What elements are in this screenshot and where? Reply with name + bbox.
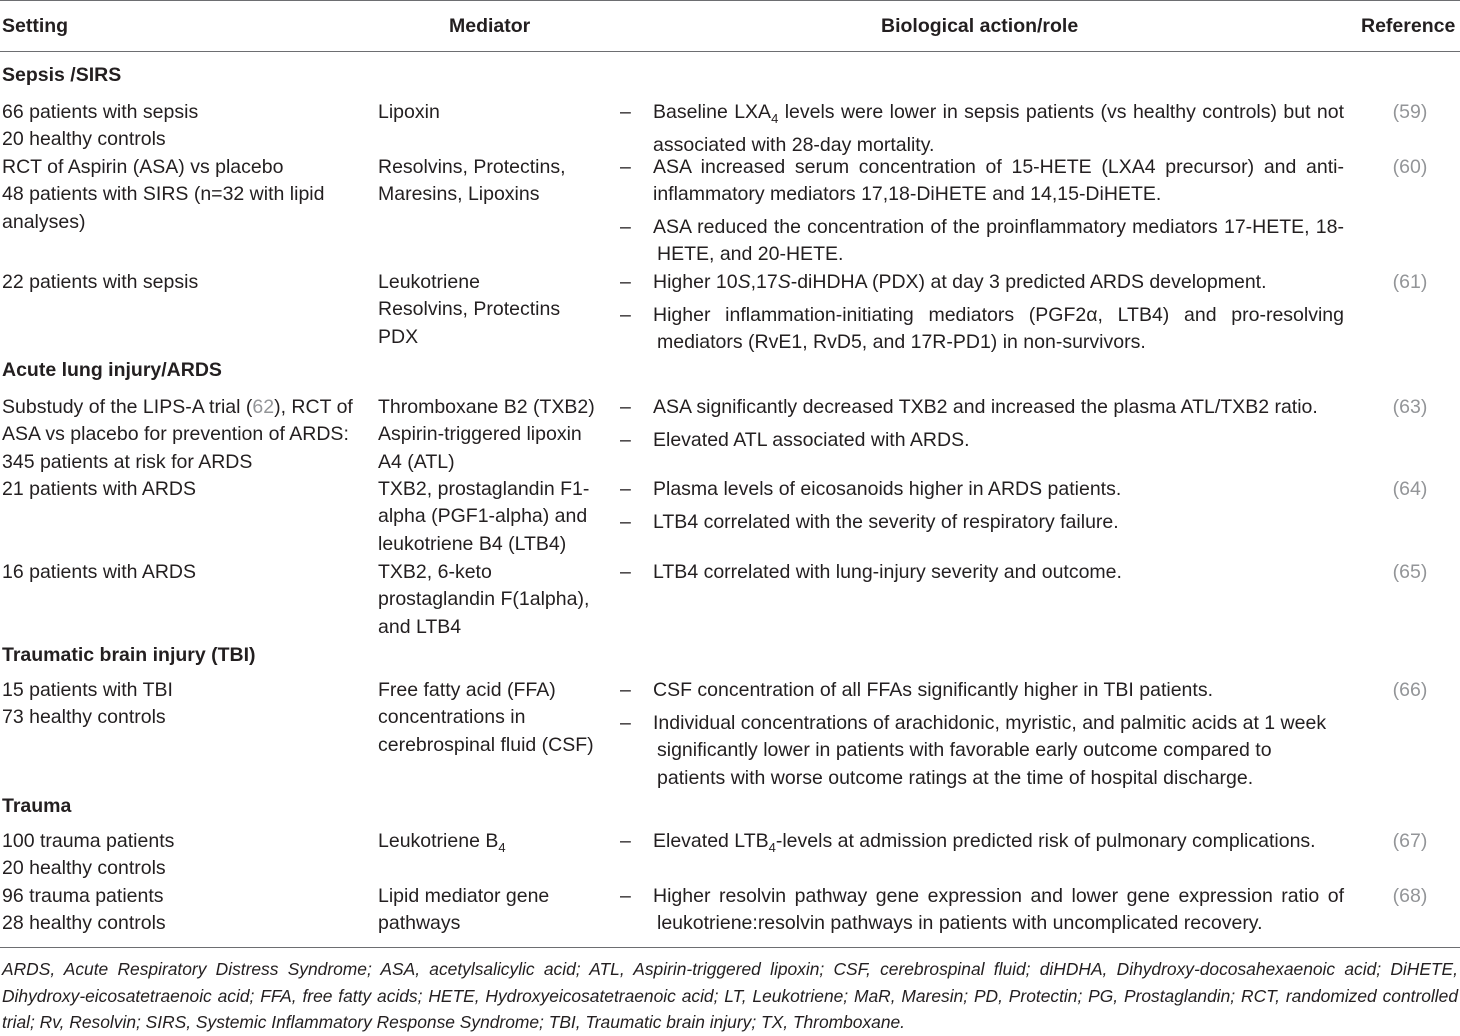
r7-setting: 15 patients with TBI 73 healthy controls — [2, 679, 173, 729]
r6-action-1: LTB4 correlated with lung-injury severity and outcome. — [653, 561, 1122, 583]
r5-a1-dash: – — [620, 478, 631, 500]
r2-setting: RCT of Aspirin (ASA) vs placebo 48 patients with SIRS (n=32 with lipid analyses) — [2, 156, 325, 233]
r4-mediator: Thromboxane B2 (TXB2) Aspirin-triggered lipoxin A4 (ATL) — [378, 396, 595, 473]
section-trauma: Trauma — [2, 795, 72, 817]
r4-a1-dash: – — [620, 396, 631, 418]
r6-a1-dash: – — [620, 561, 631, 583]
r3-a1-dash: – — [620, 271, 631, 293]
r8-mediator: Leukotriene $B_4$ — [378, 830, 506, 855]
r7-action-2: Individual concentrations of arachidonic, myristic, and palmitic acids at 1 week significantly lower in patients with favorable early outcome compared to patients with worse outcome ratings at the time of hospital discharge. — [653, 712, 1327, 789]
r1-setting: 66 patients with sepsis 20 healthy controls — [2, 101, 199, 151]
section-sepsis: Sepsis /SIRS — [2, 64, 122, 86]
header-mediator: Mediator — [449, 15, 531, 37]
r8-a1-dash: – — [620, 830, 631, 852]
r4-action-1: ASA significantly decreased TXB2 and increased the plasma ATL/TXB2 ratio. — [653, 396, 1318, 418]
r3-a2-dash: – — [620, 304, 631, 326]
r6-mediator: TXB2, 6-keto prostaglandin F(1alpha), and LTB4 — [378, 561, 590, 638]
r3-mediator: Leukotriene Resolvins, Protectins PDX — [378, 271, 561, 348]
r9-action-1: Higher resolvin pathway gene expression and lower gene expression ratio of leukotriene:resolvin pathways in patients with uncomplicated recovery. — [653, 885, 1344, 935]
section-tbi: Traumatic brain injury (TBI) — [2, 644, 256, 666]
r2-action-1: ASA increased serum concentration of 15-HETE (LXA4 precursor) and anti- inflammatory mediators 17,18-DiHETE and 14,15-DiHETE. — [653, 156, 1344, 206]
r2-a1-dash: – — [620, 156, 631, 178]
r2-a2-dash: – — [620, 216, 631, 238]
r8-reference: (67) — [1392, 830, 1428, 852]
r5-setting: 21 patients with ARDS — [2, 478, 197, 500]
top-rule — [0, 0, 1460, 1]
r4-reference: (63) — [1392, 396, 1428, 418]
r4-setting: Substudy of the LIPS-A trial (62), RCT of ASA vs placebo for prevention of ARDS: 345 patients at risk for ARDS — [2, 396, 353, 473]
r2-action-2: ASA reduced the concentration of the proinflammatory mediators 17-HETE, 18- HETE, and 20-HETE. — [653, 216, 1344, 266]
r1-mediator: Lipoxin — [378, 101, 440, 123]
r8-setting: 100 trauma patients 20 healthy controls — [2, 830, 175, 880]
r7-mediator: Free fatty acid (FFA) concentrations in cerebrospinal fluid (CSF) — [378, 679, 594, 756]
r7-reference: (66) — [1392, 679, 1428, 701]
header-reference: Reference — [1361, 15, 1456, 37]
r5-a2-dash: – — [620, 511, 631, 533]
r4-inline-ref: 62 — [252, 396, 275, 418]
r7-action-1: CSF concentration of all FFAs significantly higher in TBI patients. — [653, 679, 1213, 701]
r9-a1-dash: – — [620, 885, 631, 907]
r4-a2-dash: – — [620, 429, 631, 451]
r1-reference: (59) — [1392, 101, 1428, 123]
r3-action-1: Higher 10S,17S-diHDHA (PDX) at day 3 predicted ARDS development. — [653, 271, 1267, 293]
table-footnote: ARDS, Acute Respiratory Distress Syndrome; ASA, acetylsalicylic acid; ATL, Aspirin-triggered lipoxin; CSF, cerebrospinal fluid; diHDHA, Dihydroxy-docosahexaenoic acid; DiHETE, Dihydroxy-eicosatetraenoic acid; FFA, free fatty acids; HETE, Hydroxyeicosatetraenoic acid; LT, Leukotriene; MaR, Maresin; PD, Protectin; PG, Prostaglandin; RCT, randomized controlled trial; Rv, Resolvin; SIRS, Systemic Inflammatory Response Syndrome; TBI, Traumatic brain injury; TX, Thromboxane. — [2, 959, 1458, 1033]
r2-reference: (60) — [1392, 156, 1428, 178]
r9-mediator: Lipid mediator gene pathways — [378, 885, 550, 935]
header-action: Biological action/role — [881, 15, 1079, 37]
r5-action-1: Plasma levels of eicosanoids higher in ARDS patients. — [653, 478, 1122, 500]
r5-mediator: TXB2, prostaglandin F1- alpha (PGF1-alpha) and leukotriene B4 (LTB4) — [378, 478, 590, 555]
header-setting: Setting — [2, 15, 69, 37]
r2-mediator: Resolvins, Protectins, Maresins, Lipoxins — [378, 156, 566, 206]
r7-a1-dash: – — [620, 679, 631, 701]
r4-action-2: Elevated ATL associated with ARDS. — [653, 429, 970, 451]
r3-setting: 22 patients with sepsis — [2, 271, 199, 293]
r9-reference: (68) — [1392, 885, 1428, 907]
r3-reference: (61) — [1392, 271, 1428, 293]
section-ali: Acute lung injury/ARDS — [2, 359, 222, 381]
r5-action-2: LTB4 correlated with the severity of respiratory failure. — [653, 511, 1119, 533]
r3-action-2: Higher inflammation-initiating mediators (PGF2α, LTB4) and pro-resolving mediators (RvE1, RvD5, and 17R-PD1) in non-survivors. — [653, 304, 1344, 354]
bottom-rule — [0, 947, 1460, 948]
r1-action-1: Baseline $LXA_4$ levels were lower in sepsis patients (vs healthy controls) but not associated with 28-day mortality. — [653, 101, 1345, 157]
r5-reference: (64) — [1392, 478, 1428, 500]
r7-a2-dash: – — [620, 712, 631, 734]
r9-setting: 96 trauma patients 28 healthy controls — [2, 885, 166, 935]
r6-setting: 16 patients with ARDS — [2, 561, 197, 583]
r8-action-1: Elevated $LTB_4$-levels at admission predicted risk of pulmonary complications. — [653, 830, 1316, 855]
r1-a1-dash: – — [620, 101, 631, 123]
header-rule — [0, 51, 1460, 52]
r6-reference: (65) — [1392, 561, 1428, 583]
